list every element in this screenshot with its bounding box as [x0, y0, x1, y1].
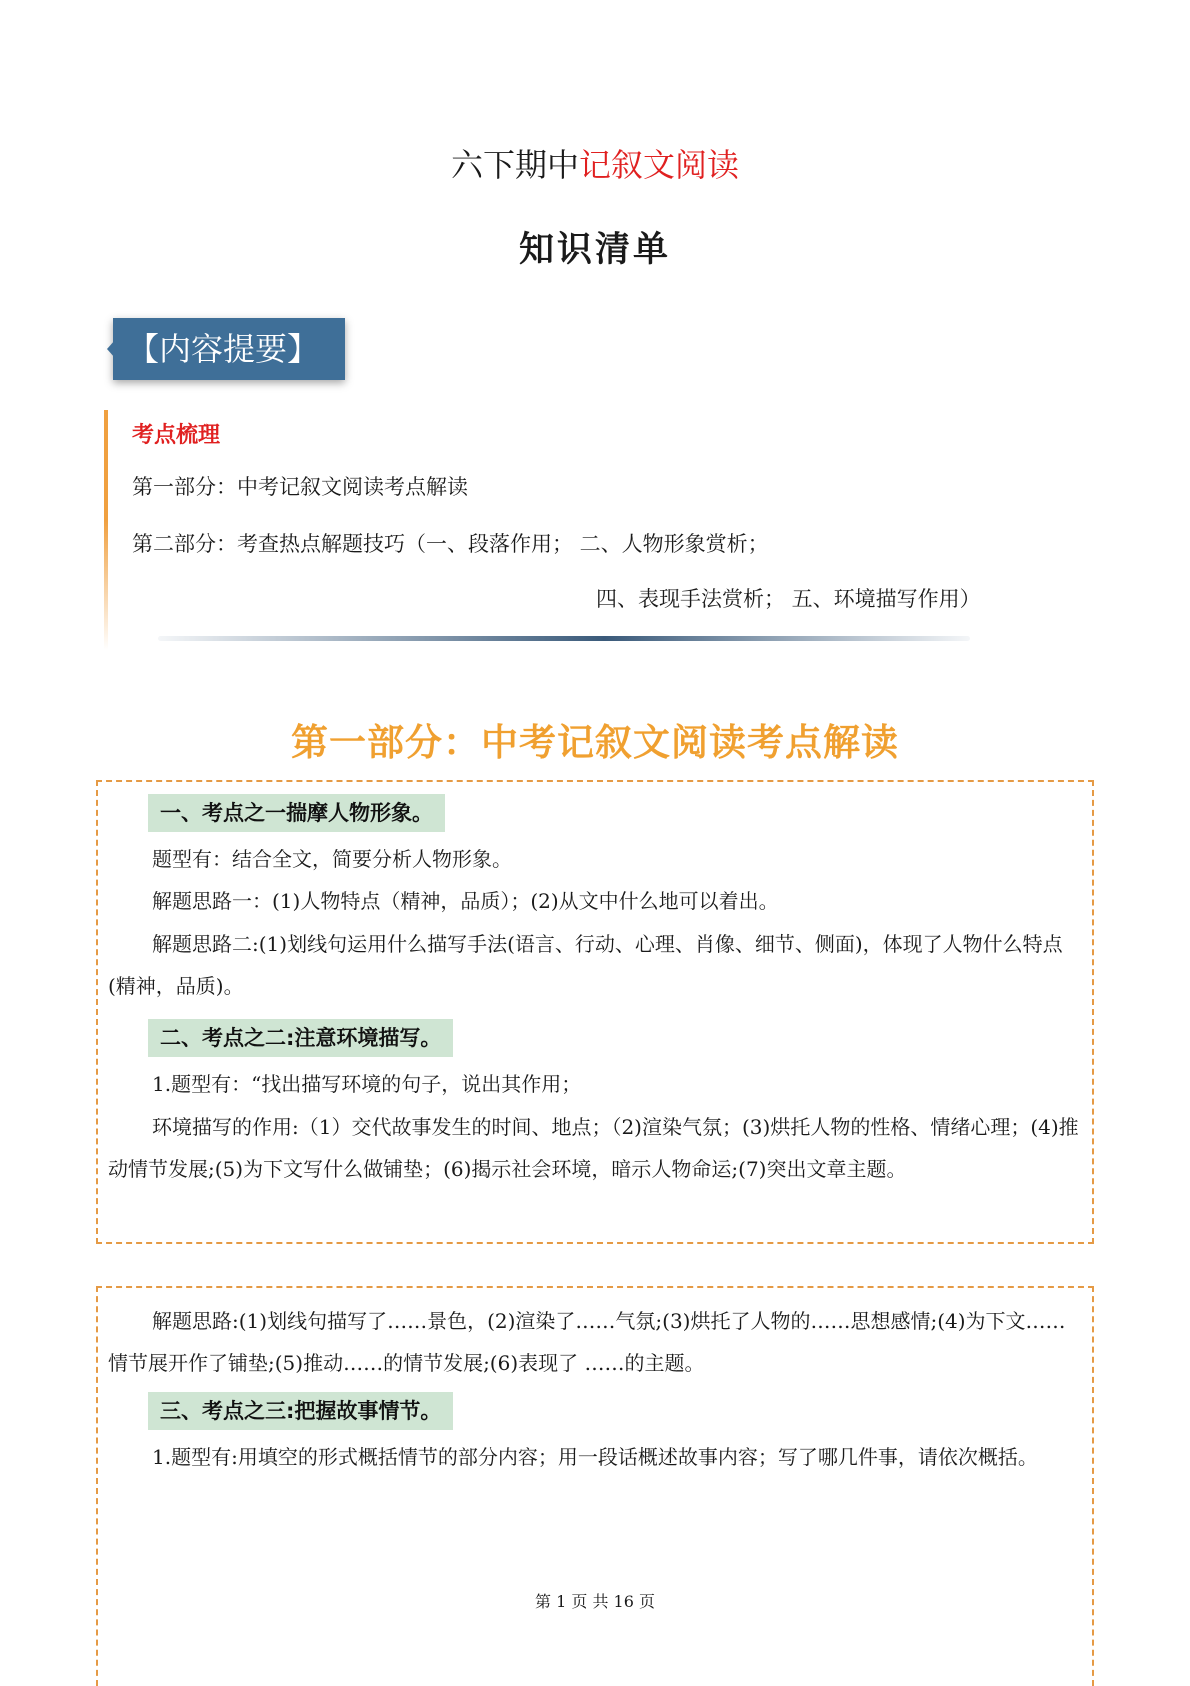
document-subtitle: 知识清单 — [518, 229, 671, 270]
page-number: 第 1 页 共 16 页 — [535, 1592, 655, 1611]
section-heading-3: 三、考点之三:把握故事情节。 — [148, 1392, 453, 1430]
outline-heading: 考点梳理 — [132, 423, 221, 448]
paragraph: 解题思路:(1)划线句描写了……景色，(2)渲染了……气氛;(3)烘托了人物的……思想感情;(4)为下文……情节展开作了铺垫;(5)推动……的情节发展;(6)表现了 ……的主题。 — [108, 1309, 1066, 1375]
title-accent: 记叙文阅读 — [579, 146, 740, 184]
outline-item-part-one: 第一部分：中考记叙文阅读考点解读 — [132, 475, 468, 499]
outline-item-part-two: 第二部分：考查热点解题技巧（一、段落作用； 二、人物形象赏析； — [132, 532, 769, 556]
paragraph: 1.题型有：“找出描写环境的句子，说出其作用； — [152, 1072, 582, 1096]
paragraph: 题型有：结合全文，简要分析人物形象。 — [152, 847, 512, 871]
summary-banner: 【内容提要】 — [113, 318, 345, 380]
paragraph: 1.题型有:用填空的形式概括情节的部分内容；用一段话概述故事内容；写了哪几件事，请依次概括。 — [152, 1445, 1038, 1469]
paragraph: 环境描写的作用:（1）交代故事发生的时间、地点；（2)渲染气氛；(3)烘托人物的性格、情绪心理；(4)推动情节发展;(5)为下文写什么做铺垫；(6)揭示社会环境，暗示人物命运;(7)突出文章主题。 — [108, 1115, 1079, 1181]
title-prefix: 六下期中 — [450, 146, 579, 184]
exam-point-box-1 — [96, 780, 1094, 1244]
exam-point-box-2 — [96, 1286, 1094, 1686]
document-title — [0, 140, 1190, 186]
section-heading-1: 一、考点之一揣摩人物形象。 — [148, 794, 445, 832]
section-heading-2: 二、考点之二:注意环境描写。 — [148, 1019, 453, 1057]
part-one-title: 第一部分：中考记叙文阅读考点解读 — [291, 721, 899, 764]
paragraph: 解题思路一：(1)人物特点（精神，品质）；(2)从文中什么地可以着出。 — [152, 889, 779, 913]
paragraph: 解题思路二:(1)划线句运用什么描写手法(语言、行动、心理、肖像、细节、侧面)，体现了人物什么特点(精神，品质)。 — [108, 932, 1063, 998]
outline-item-part-two-cont: 四、表现手法赏析； 五、环境描写作用） — [596, 587, 981, 611]
outline-block — [104, 410, 988, 620]
section-divider — [158, 636, 970, 641]
